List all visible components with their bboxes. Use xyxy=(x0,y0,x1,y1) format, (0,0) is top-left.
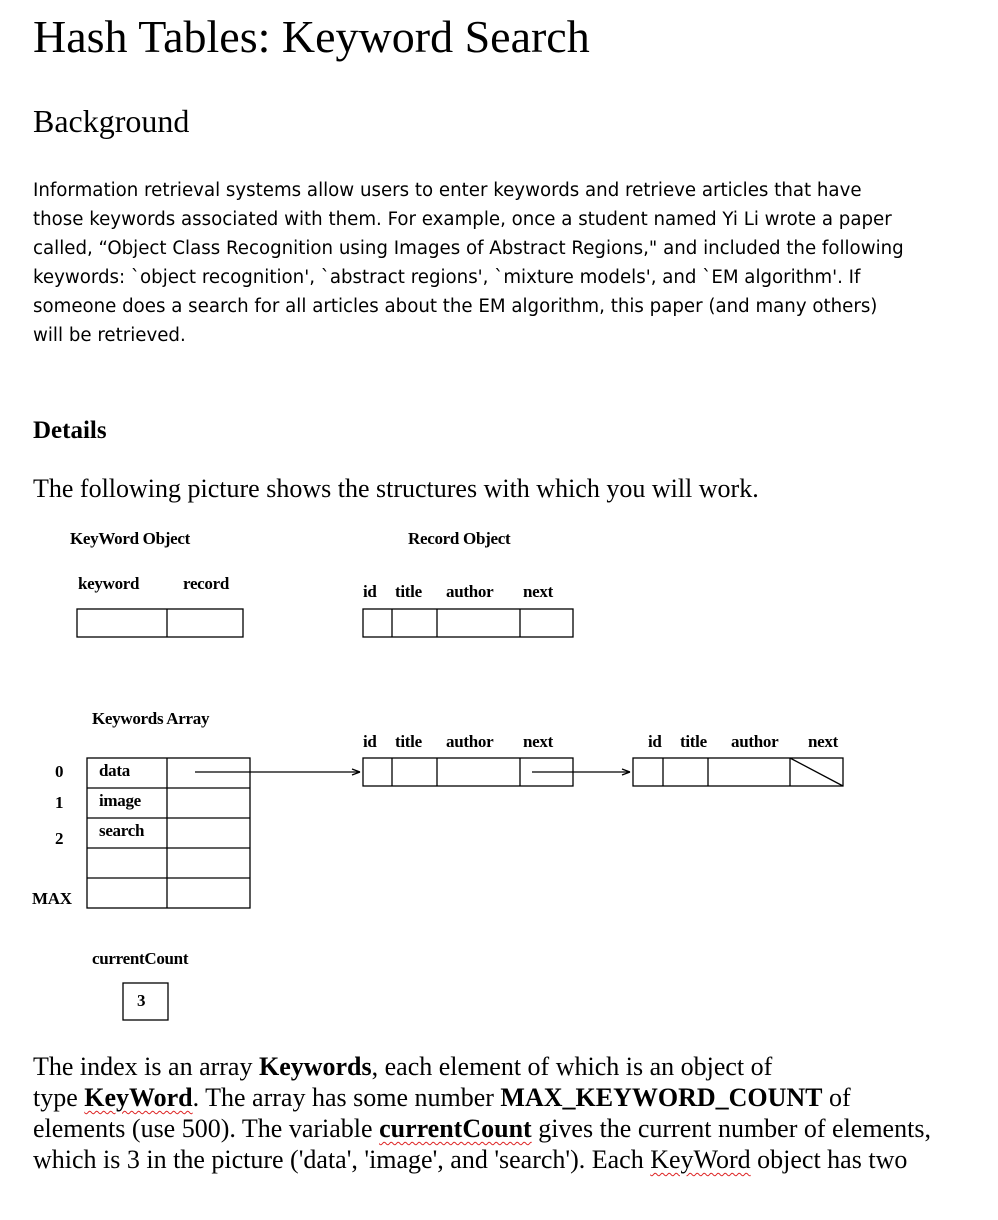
term-current-count: currentCount xyxy=(379,1114,532,1143)
text: KeyWord xyxy=(650,1145,751,1174)
field-label: author xyxy=(446,732,494,751)
field-label: title xyxy=(395,732,422,751)
text: elements (use 500). The variable xyxy=(33,1114,380,1143)
record-object-label: Record Object xyxy=(408,529,511,548)
details-heading: Details xyxy=(33,417,107,444)
field-label: title xyxy=(395,582,422,601)
text: type xyxy=(33,1083,85,1112)
text: of xyxy=(822,1083,851,1112)
paragraph-line: will be retrieved. xyxy=(33,325,186,346)
text: The index is an array xyxy=(33,1052,259,1081)
current-count-label: currentCount xyxy=(92,949,189,968)
paragraph-line: called, “Object Class Recognition using Images of Abstract Regions," and included the following xyxy=(33,238,904,259)
paragraph-line xyxy=(33,1082,931,1113)
record-node-2 xyxy=(633,758,843,786)
field-label: title xyxy=(680,732,707,751)
array-value: search xyxy=(99,821,145,840)
field-label: id xyxy=(363,732,377,751)
field-label: record xyxy=(183,574,230,593)
text: which is 3 in the picture ('data', 'image', and 'search'). Each xyxy=(33,1145,651,1174)
array-index: MAX xyxy=(32,889,72,908)
bottom-paragraph xyxy=(33,1051,931,1175)
field-label: next xyxy=(808,732,838,751)
text: , each element of which is an object of xyxy=(371,1052,773,1081)
array-value: image xyxy=(99,791,141,810)
record-object-box xyxy=(363,609,573,637)
field-label: id xyxy=(648,732,662,751)
current-count-box xyxy=(123,983,168,1020)
field-label: next xyxy=(523,732,553,751)
pointer-arrow xyxy=(532,769,630,775)
page-title: Hash Tables: Keyword Search xyxy=(33,11,590,62)
paragraph-line xyxy=(33,1113,931,1144)
array-index: 1 xyxy=(55,793,64,812)
field-label: next xyxy=(523,582,553,601)
array-index: 2 xyxy=(55,829,64,848)
paragraph-line: keywords: `object recognition', `abstract regions', `mixture models', and `EM algorithm'. If xyxy=(33,267,861,288)
background-heading: Background xyxy=(33,103,190,139)
field-label: author xyxy=(731,732,779,751)
term-keywords: Keywords xyxy=(258,1052,372,1081)
text: object has two xyxy=(750,1145,908,1174)
pointer-arrow xyxy=(195,769,360,775)
text: . The array has some number xyxy=(192,1083,501,1112)
paragraph-line: those keywords associated with them. For example, once a student named Yi Li wrote a paper xyxy=(33,209,892,230)
keyword-object-label: KeyWord Object xyxy=(70,529,190,548)
paragraph-line xyxy=(33,1051,931,1082)
paragraph-line xyxy=(33,1144,931,1175)
term-max-keyword-count: MAX_KEYWORD_COUNT xyxy=(500,1083,823,1112)
details-intro: The following picture shows the structures with which you will work. xyxy=(33,474,759,503)
field-label: id xyxy=(363,582,377,601)
array-index: 0 xyxy=(55,762,64,781)
keyword-object-box xyxy=(77,609,243,637)
paragraph-line: someone does a search for all articles about the EM algorithm, this paper (and many others) xyxy=(33,296,878,317)
term-keyword-type: KeyWord xyxy=(84,1083,193,1112)
array-value: data xyxy=(99,761,130,780)
paragraph-line: Information retrieval systems allow users to enter keywords and retrieve articles that have xyxy=(33,180,862,201)
field-label: keyword xyxy=(78,574,140,593)
keywords-array-label: Keywords Array xyxy=(92,709,210,728)
field-label: author xyxy=(446,582,494,601)
text: gives the current number of elements, xyxy=(531,1114,931,1143)
current-count-value: 3 xyxy=(137,991,146,1010)
null-pointer xyxy=(790,758,843,786)
